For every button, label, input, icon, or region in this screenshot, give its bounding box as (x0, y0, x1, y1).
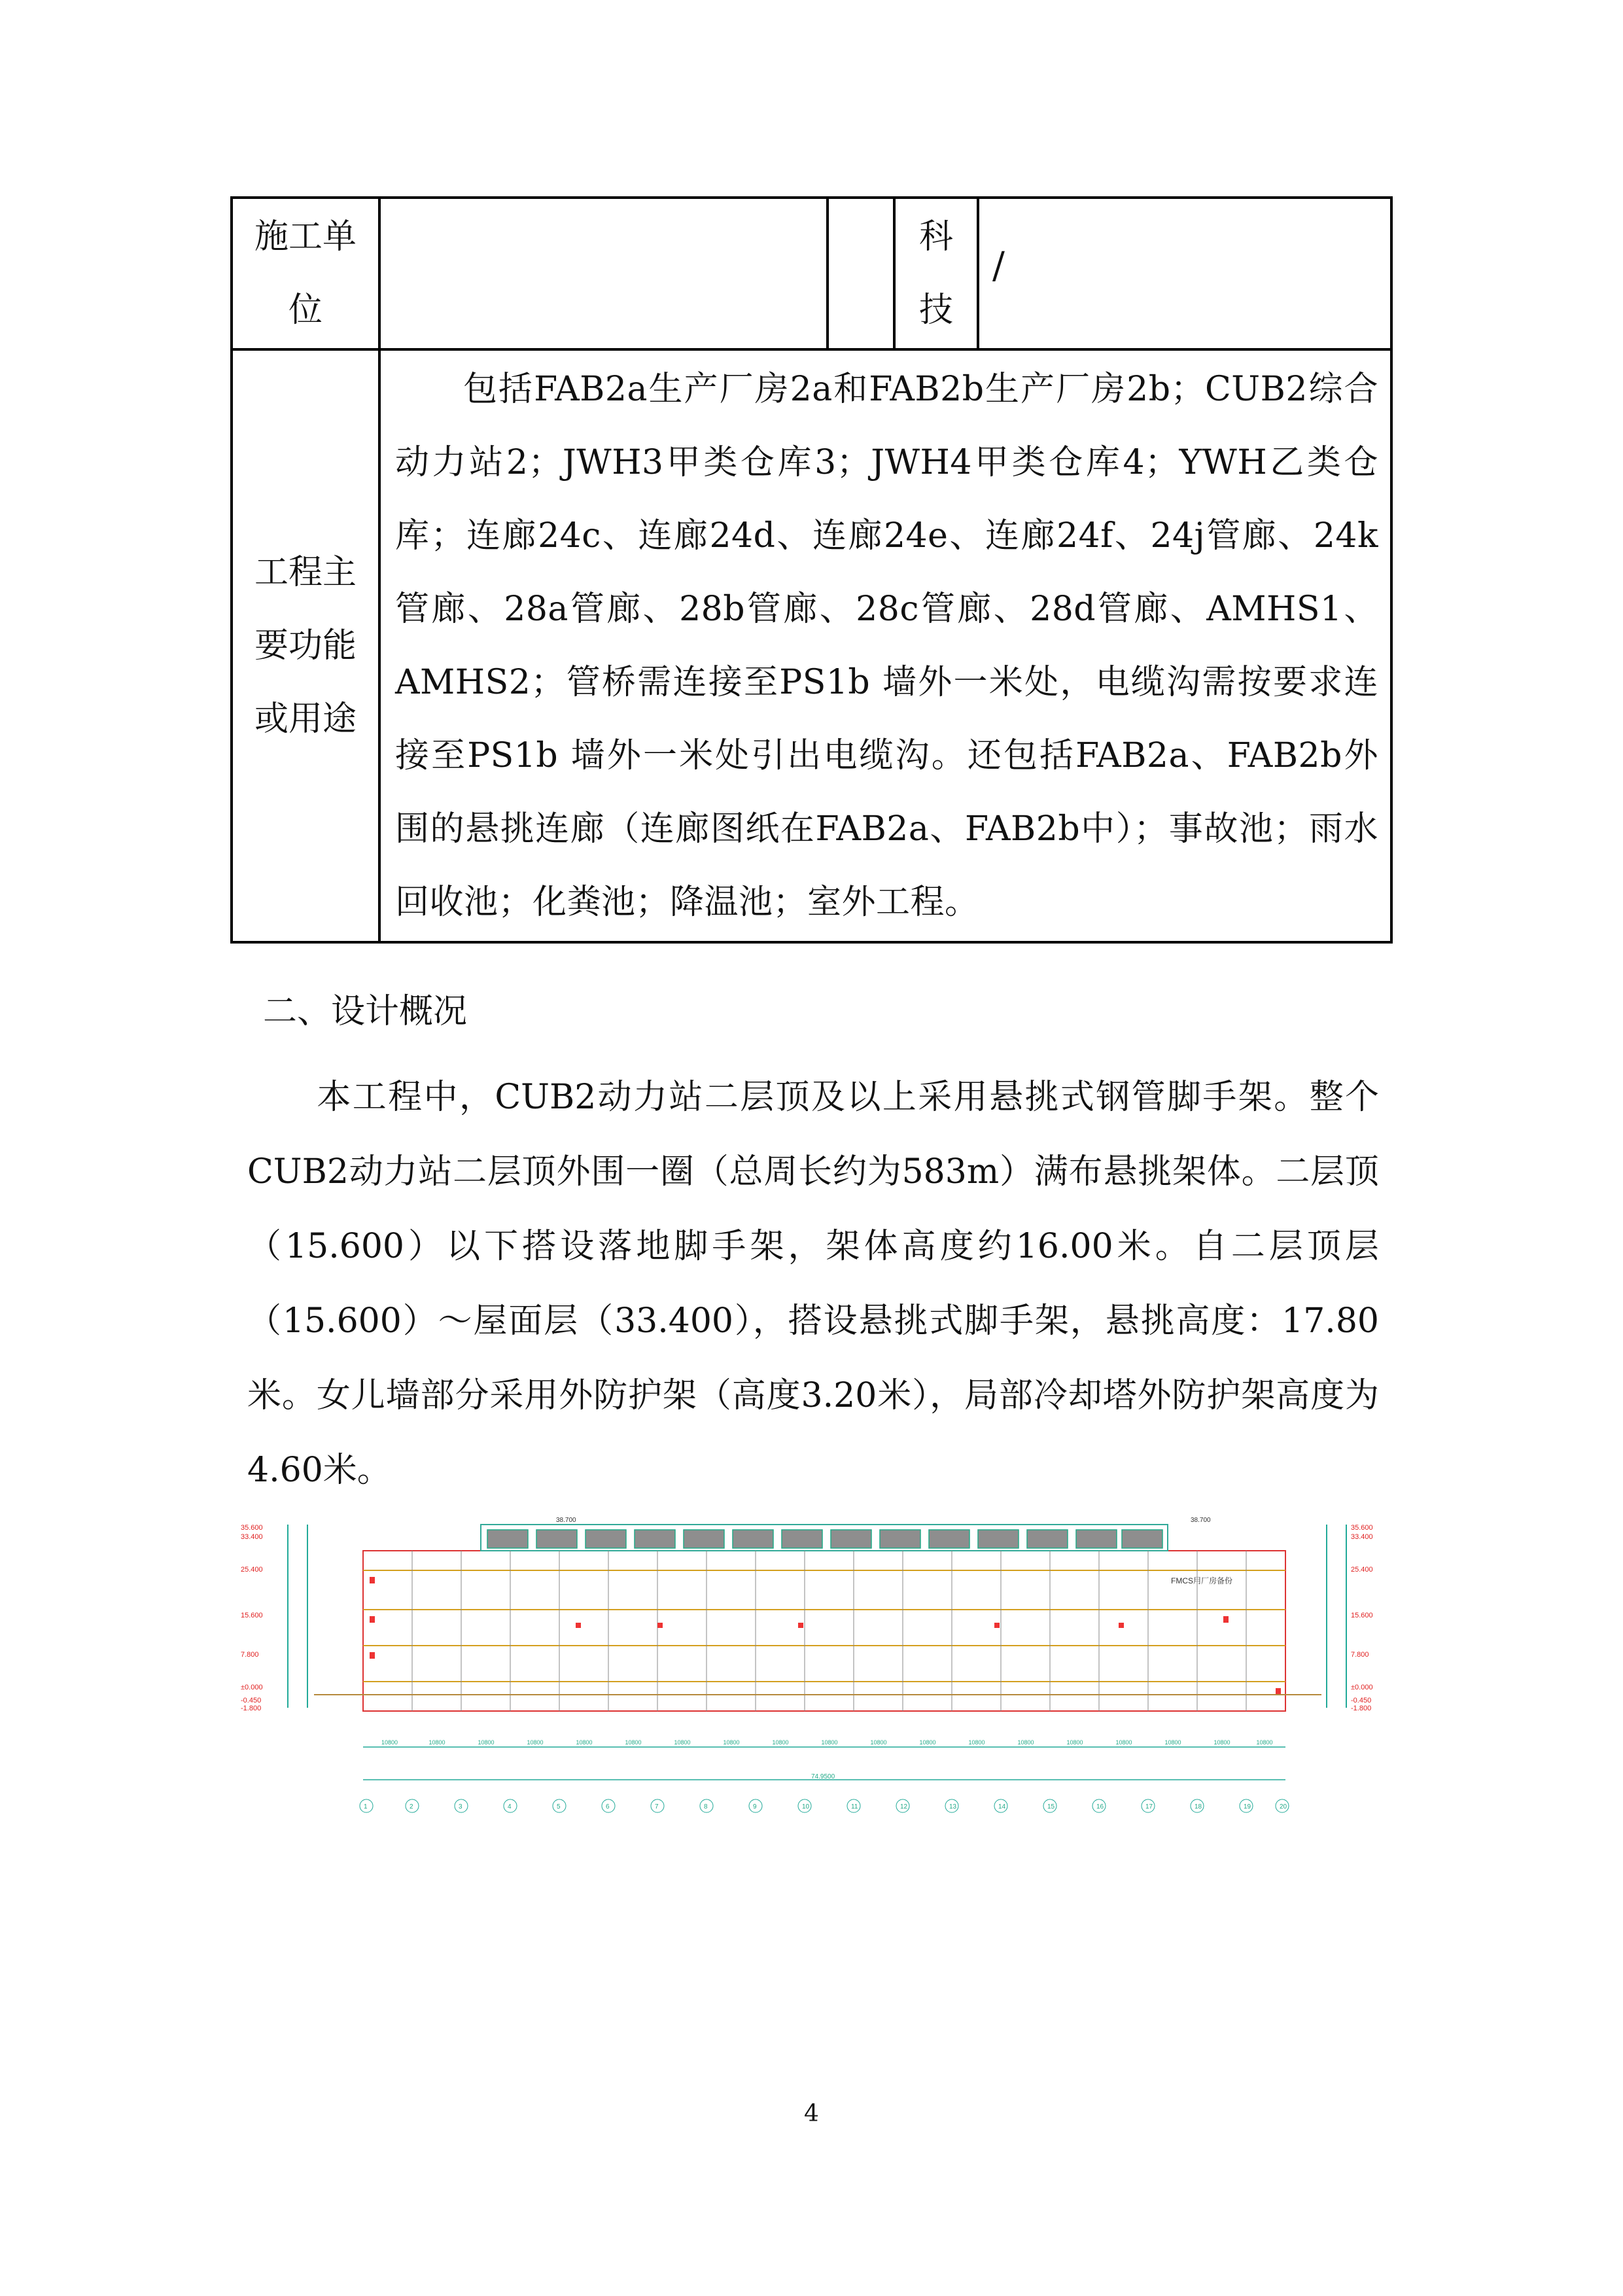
door-markers (370, 1577, 1281, 1695)
axis-dimension: 10800 (1017, 1739, 1034, 1746)
right-elevation-scale (1327, 1524, 1373, 1712)
axis-dimension: 10800 (381, 1739, 398, 1746)
label-line: 或用途 (254, 699, 357, 739)
axis-label: 2 (410, 1803, 413, 1810)
axis-dimension: 10800 (674, 1739, 691, 1746)
main-function-label-cell (232, 349, 379, 942)
axis-dimension: 10800 (870, 1739, 887, 1746)
axis-label: 14 (998, 1803, 1006, 1810)
room-label: FMCS用厂房备份 (1171, 1576, 1232, 1585)
elevation-label: -0.450 (1351, 1697, 1372, 1704)
design-overview-text: 本工程中，CUB2动力站二层顶及以上采用悬挑式钢管脚手架。整个CUB2动力站二层顶外围一圈（总周长约为583m）满布悬挑架体。二层顶（15.600）以下搭设落地脚手架，架体高度约16.00米。自二层顶层（15.600）～屋面层（33.400），搭设悬挑式脚手架，悬挑高度：17.80米。女儿墙部分采用外防护架（高度3.20米），局部冷却塔外防护架高度为4.60米。 (247, 1078, 1379, 1490)
axis-dimension: 10800 (1256, 1739, 1273, 1746)
design-overview-paragraph (247, 1060, 1379, 1508)
column-lines (412, 1551, 1246, 1711)
elevation-label: -0.450 (241, 1697, 262, 1704)
axis-label: 15 (1047, 1803, 1055, 1810)
elevation-label: 33.400 (241, 1533, 263, 1541)
axis-label: 12 (900, 1803, 908, 1810)
axis-label: 7 (655, 1803, 659, 1810)
elevation-label: 15.600 (1351, 1612, 1373, 1619)
axis-dimension: 10800 (919, 1739, 936, 1746)
elevation-label: -1.800 (241, 1704, 262, 1712)
table-row-construction-unit (232, 198, 1391, 349)
axis-dimension: 10800 (772, 1739, 789, 1746)
axis-label: 4 (508, 1803, 512, 1810)
elevation-label: 25.400 (241, 1566, 263, 1574)
axis-label: 19 (1244, 1803, 1251, 1810)
axis-dimension: 10800 (1066, 1739, 1083, 1746)
label-line: 技 (918, 291, 953, 330)
axis-dimension: 10800 (478, 1739, 495, 1746)
label-line: 位 (288, 291, 323, 330)
elevation-label: 33.400 (1351, 1533, 1373, 1541)
project-info-table (230, 196, 1393, 944)
axis-label: 8 (704, 1803, 708, 1810)
axis-label: 17 (1145, 1803, 1153, 1810)
page-number: 4 (804, 2100, 819, 2127)
axis-label: 3 (459, 1803, 462, 1810)
axis-label: 9 (753, 1803, 757, 1810)
label-line: 科 (918, 217, 953, 256)
left-elevation-scale (241, 1524, 307, 1712)
axis-label: 10 (802, 1803, 810, 1810)
elevation-label: 7.800 (1351, 1651, 1369, 1659)
elevation-label: ±0.000 (1351, 1684, 1373, 1691)
section-heading: 二、设计概况 (263, 992, 468, 1031)
roof-level-label: 38.700 (556, 1517, 576, 1524)
main-function-text: 包括FAB2a生产厂房2a和FAB2b生产厂房2b；CUB2综合动力站2；JWH3甲类仓库3；JWH4甲类仓库4；YWH乙类仓库；连廊24c、连廊24d、连廊24e、连廊24f、24j管廊、24k管廊、28a管廊、28b管廊、28c管廊、28d管廊、AMHS1、AMHS2；管桥需连接至PS1b 墙外一米处，电缆沟需按要求连接至PS1b 墙外一米处引出电缆沟。还包括FAB2a、FAB2b外围的悬挑连廊（连廊图纸在FAB2a、FAB2b中）；事故池；雨水回收池；化粪池；降温池；室外工程。 (395, 370, 1378, 922)
ke-ji-value-cell: / (978, 198, 1391, 349)
axis-dimension: 10800 (1115, 1739, 1132, 1746)
table-row-main-function (232, 349, 1391, 942)
axis-label: 6 (606, 1803, 610, 1810)
floor-lines (363, 1570, 1285, 1682)
axis-dimension: 10800 (527, 1739, 544, 1746)
axis-label: 11 (851, 1803, 858, 1810)
total-dimension: 74.9500 (811, 1773, 835, 1780)
building-section (314, 1517, 1321, 1711)
elevation-label: 7.800 (241, 1651, 259, 1659)
empty-cell (828, 198, 894, 349)
axis-dimension: 10800 (1213, 1739, 1230, 1746)
elevation-label: 35.600 (241, 1524, 263, 1532)
axis-label: 1 (364, 1803, 368, 1810)
axis-label: 16 (1096, 1803, 1104, 1810)
axis-dimension: 10800 (576, 1739, 593, 1746)
axis-dimension-line (363, 1747, 1285, 1780)
axis-label: 20 (1280, 1803, 1287, 1810)
axis-dimension: 10800 (821, 1739, 838, 1746)
building-elevation-drawing (236, 1505, 1387, 1845)
axis-dimension: 10800 (625, 1739, 642, 1746)
label-line: 要功能 (254, 626, 357, 665)
elevation-label: 15.600 (241, 1612, 263, 1619)
axis-label: 13 (949, 1803, 957, 1810)
label-line: 工程主 (254, 553, 357, 592)
label-line: 施工单 (254, 217, 357, 256)
axis-label: 5 (557, 1803, 561, 1810)
elevation-label: ±0.000 (241, 1684, 263, 1691)
axis-dimension: 10800 (968, 1739, 985, 1746)
construction-unit-label-cell (232, 198, 379, 349)
ke-ji-label-cell (894, 198, 978, 349)
axis-dimension: 10800 (1164, 1739, 1181, 1746)
axis-label: 18 (1195, 1803, 1202, 1810)
axis-dimension: 10800 (723, 1739, 740, 1746)
elevation-label: 25.400 (1351, 1566, 1373, 1574)
roof-level-label: 38.700 (1191, 1517, 1211, 1524)
construction-unit-value-cell (379, 198, 828, 349)
elevation-label: 35.600 (1351, 1524, 1373, 1532)
axis-dimension: 10800 (428, 1739, 445, 1746)
elevation-label: -1.800 (1351, 1704, 1372, 1712)
main-function-content-cell (379, 349, 1391, 942)
